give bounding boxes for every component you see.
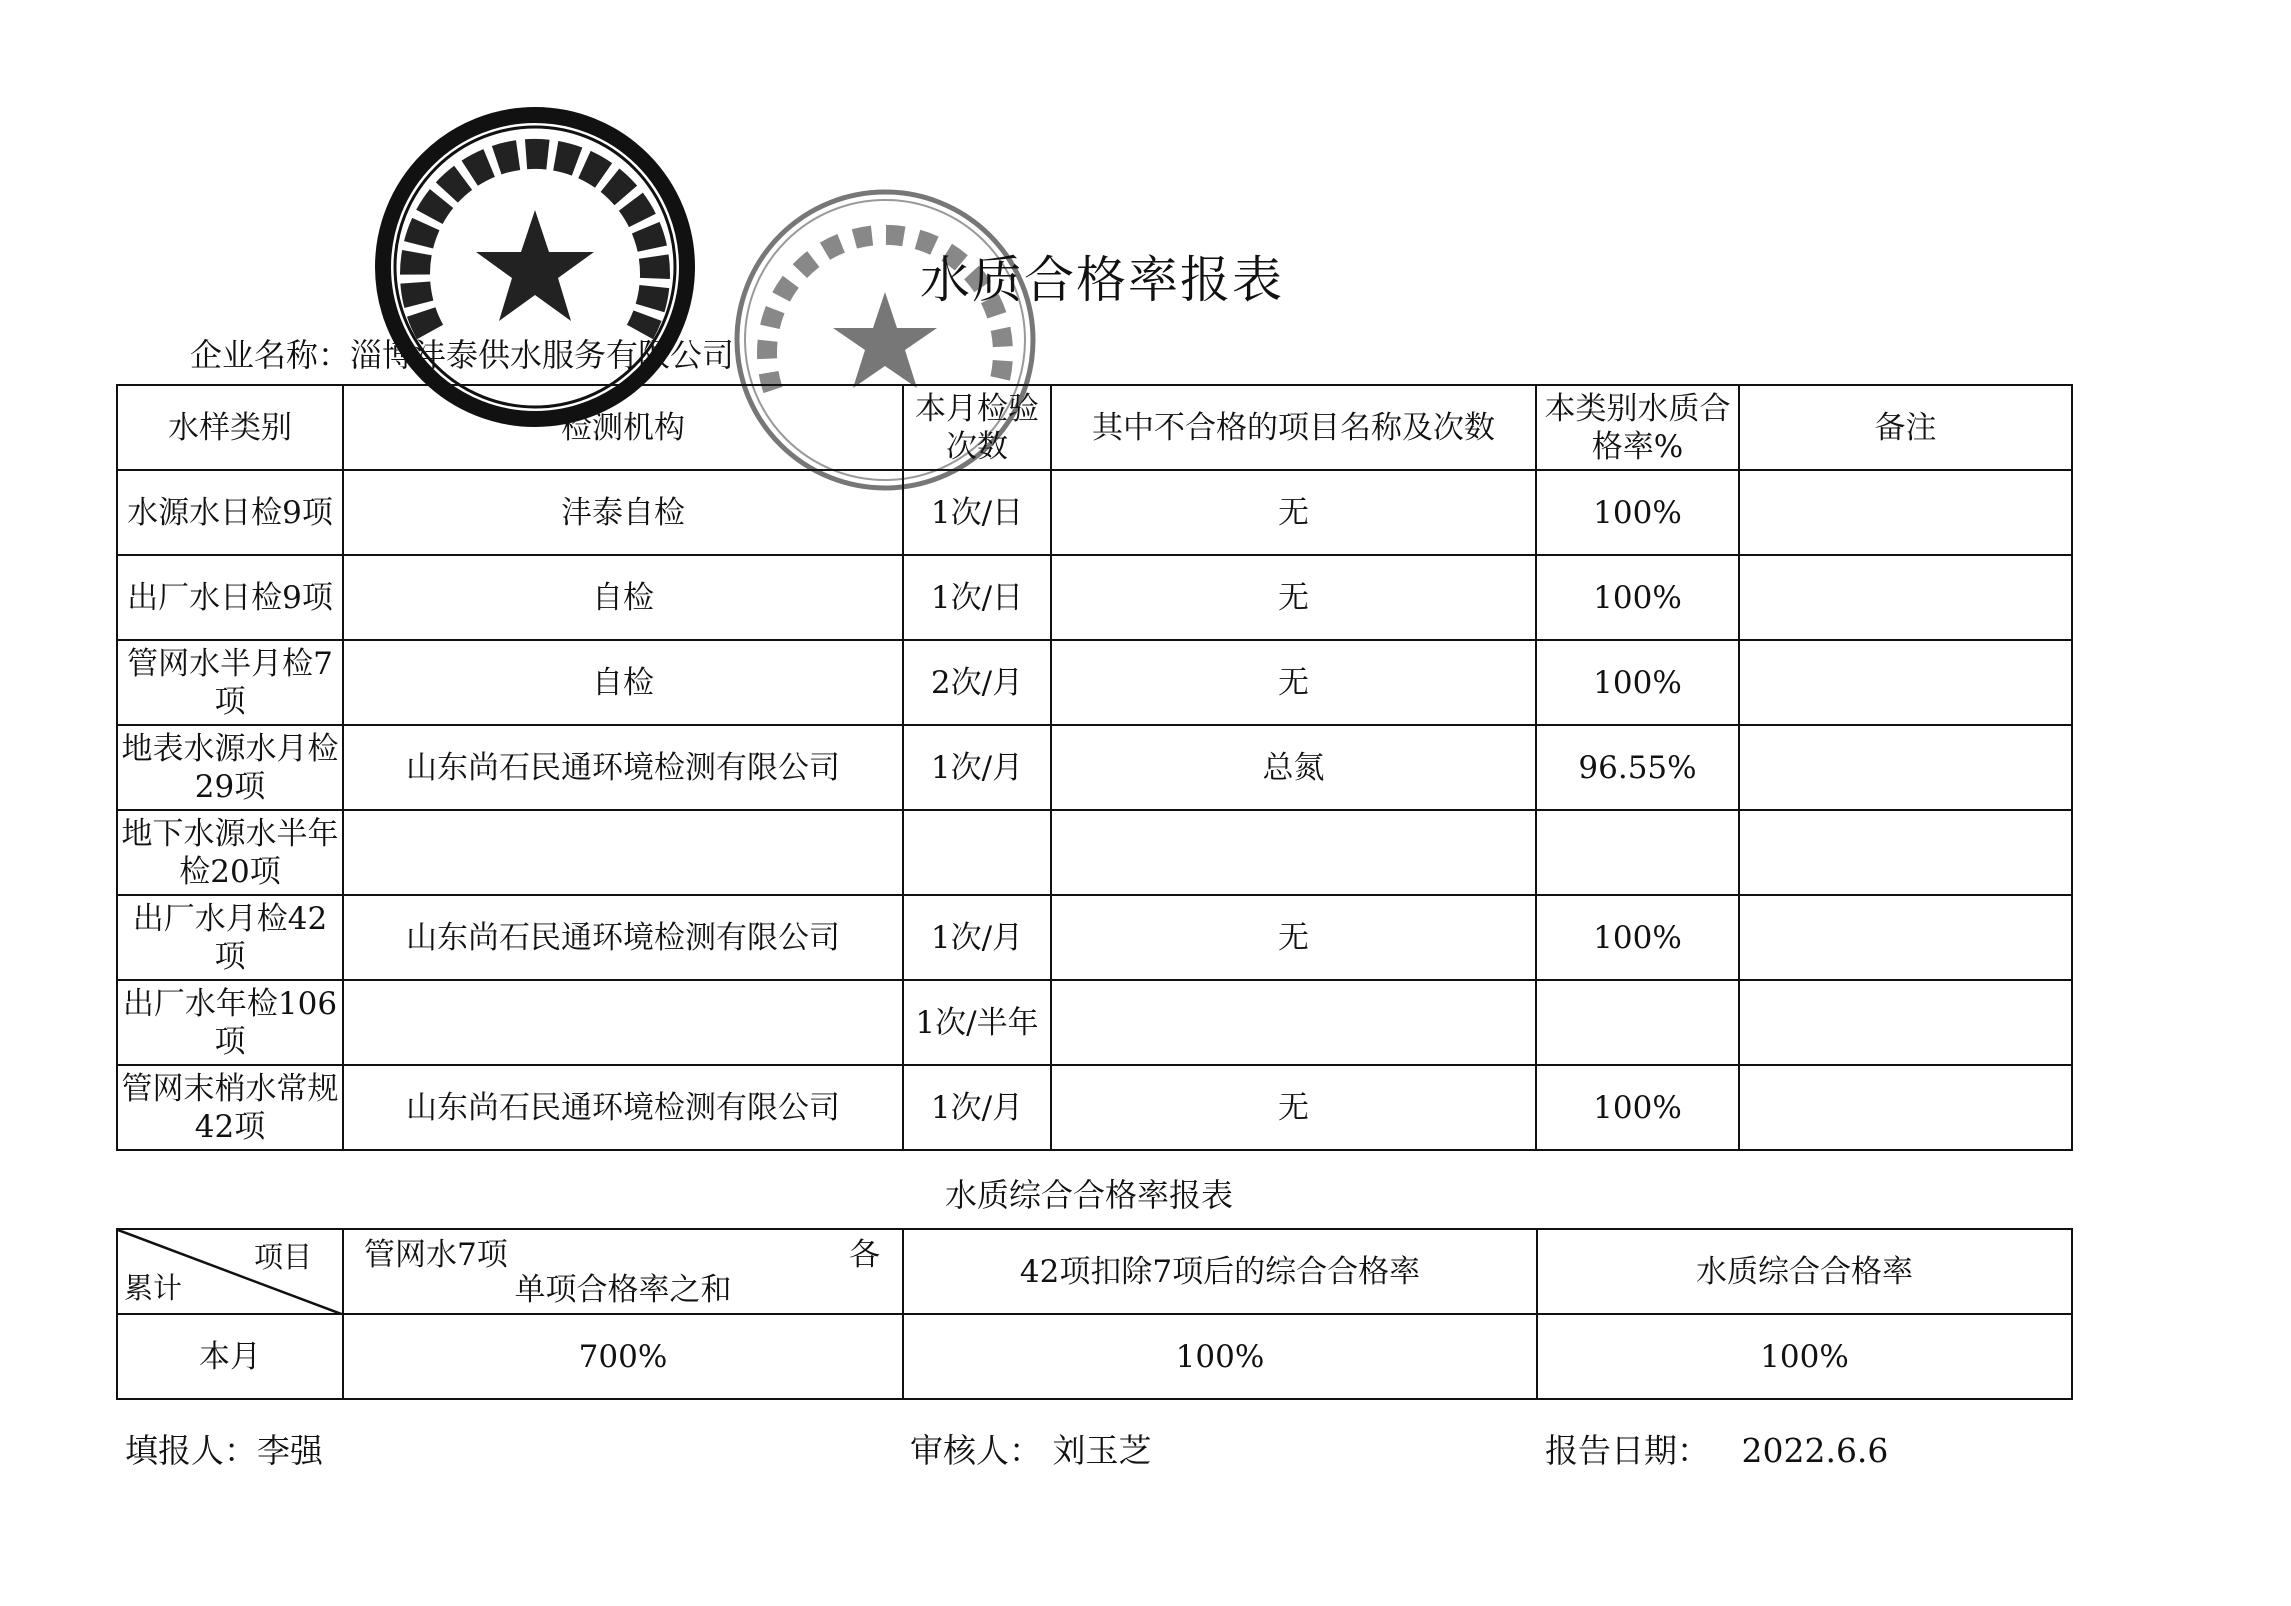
table-row — [117, 725, 2072, 810]
cell-frequency: 1次/月 — [903, 725, 1051, 810]
cell-rate — [1536, 980, 1739, 1065]
cell-rate: 100% — [1536, 470, 1739, 555]
header-remark: 备注 — [1739, 385, 2072, 470]
cell-frequency: 1次/日 — [903, 470, 1051, 555]
summary-row-label: 本月 — [117, 1314, 343, 1399]
table-row — [117, 810, 2072, 895]
cell-category: 地表水源水月检29项 — [117, 725, 343, 810]
cell-remark — [1739, 895, 2072, 980]
summary-header-col2: 42项扣除7项后的综合合格率 — [903, 1229, 1537, 1314]
cell-rate: 100% — [1536, 555, 1739, 640]
cell-frequency: 1次/日 — [903, 555, 1051, 640]
cell-category: 出厂水年检106项 — [117, 980, 343, 1065]
summary-row — [117, 1314, 2072, 1399]
summary-header-row — [117, 1229, 2072, 1314]
company-seal — [370, 102, 700, 432]
cell-failed: 总氮 — [1051, 725, 1536, 810]
cell-agency: 山东尚石民通环境检测有限公司 — [343, 895, 903, 980]
cell-category: 出厂水日检9项 — [117, 555, 343, 640]
col1-top-left: 管网水7项 — [364, 1237, 508, 1273]
cell-rate: 100% — [1536, 640, 1739, 725]
cell-failed: 无 — [1051, 640, 1536, 725]
summary-value: 100% — [903, 1314, 1537, 1399]
summary-title: 水质综合合格率报表 — [945, 1176, 1234, 1214]
cell-frequency: 1次/半年 — [903, 980, 1051, 1065]
summary-value: 700% — [343, 1314, 903, 1399]
quality-table — [116, 384, 2073, 1151]
table-row — [117, 980, 2072, 1065]
cell-remark — [1739, 725, 2072, 810]
header-category: 水样类别 — [117, 385, 343, 470]
cell-category: 出厂水月检42项 — [117, 895, 343, 980]
cell-frequency: 1次/月 — [903, 895, 1051, 980]
table-row — [117, 895, 2072, 980]
cell-rate: 96.55% — [1536, 725, 1739, 810]
diagonal-header-cell — [117, 1229, 343, 1314]
cell-category: 管网末梢水常规42项 — [117, 1065, 343, 1150]
table-header-row — [117, 385, 2072, 470]
header-failed: 其中不合格的项目名称及次数 — [1051, 385, 1536, 470]
cell-rate: 100% — [1536, 1065, 1739, 1150]
cell-agency: 自检 — [343, 640, 903, 725]
reviewer-label: 审核人： 刘玉芝 — [910, 1431, 1152, 1470]
cell-remark — [1739, 980, 2072, 1065]
cell-frequency: 1次/月 — [903, 1065, 1051, 1150]
header-agency: 检测机构 — [343, 385, 903, 470]
cell-rate: 100% — [1536, 895, 1739, 980]
cell-category: 管网水半月检7项 — [117, 640, 343, 725]
col1-bottom: 单项合格率之和 — [514, 1272, 732, 1308]
cell-rate — [1536, 810, 1739, 895]
summary-value: 100% — [1537, 1314, 2072, 1399]
header-rate: 本类别水质合格率% — [1536, 385, 1739, 470]
cell-remark — [1739, 470, 2072, 555]
cell-failed — [1051, 810, 1536, 895]
cell-failed: 无 — [1051, 470, 1536, 555]
cell-category: 水源水日检9项 — [117, 470, 343, 555]
company-name: 企业名称：淄博沣泰供水服务有限公司 — [190, 336, 735, 374]
summary-header-col3: 水质综合合格率 — [1537, 1229, 2072, 1314]
cell-failed — [1051, 980, 1536, 1065]
col1-top-right: 各 — [849, 1237, 880, 1273]
cell-remark — [1739, 555, 2072, 640]
cell-remark — [1739, 1065, 2072, 1150]
cell-agency: 沣泰自检 — [343, 470, 903, 555]
cell-agency — [343, 810, 903, 895]
table-row — [117, 640, 2072, 725]
table-row — [117, 1065, 2072, 1150]
diag-top-label: 项目 — [253, 1240, 312, 1274]
cell-failed: 无 — [1051, 555, 1536, 640]
report-title: 水质合格率报表 — [920, 251, 1284, 309]
header-frequency: 本月检验次数 — [903, 385, 1051, 470]
cell-frequency — [903, 810, 1051, 895]
table-row — [117, 470, 2072, 555]
report-date: 报告日期： 2022.6.6 — [1545, 1431, 1889, 1470]
summary-table — [116, 1228, 2073, 1400]
summary-header-col1 — [343, 1229, 903, 1314]
cell-failed: 无 — [1051, 895, 1536, 980]
cell-agency: 自检 — [343, 555, 903, 640]
cell-agency: 山东尚石民通环境检测有限公司 — [343, 1065, 903, 1150]
cell-agency — [343, 980, 903, 1065]
cell-remark — [1739, 810, 2072, 895]
diag-bottom-label: 累计 — [124, 1271, 183, 1305]
cell-category: 地下水源水半年检20项 — [117, 810, 343, 895]
cell-agency: 山东尚石民通环境检测有限公司 — [343, 725, 903, 810]
filler-label: 填报人：李强 — [125, 1431, 323, 1470]
cell-remark — [1739, 640, 2072, 725]
cell-failed: 无 — [1051, 1065, 1536, 1150]
cell-frequency: 2次/月 — [903, 640, 1051, 725]
table-row — [117, 555, 2072, 640]
